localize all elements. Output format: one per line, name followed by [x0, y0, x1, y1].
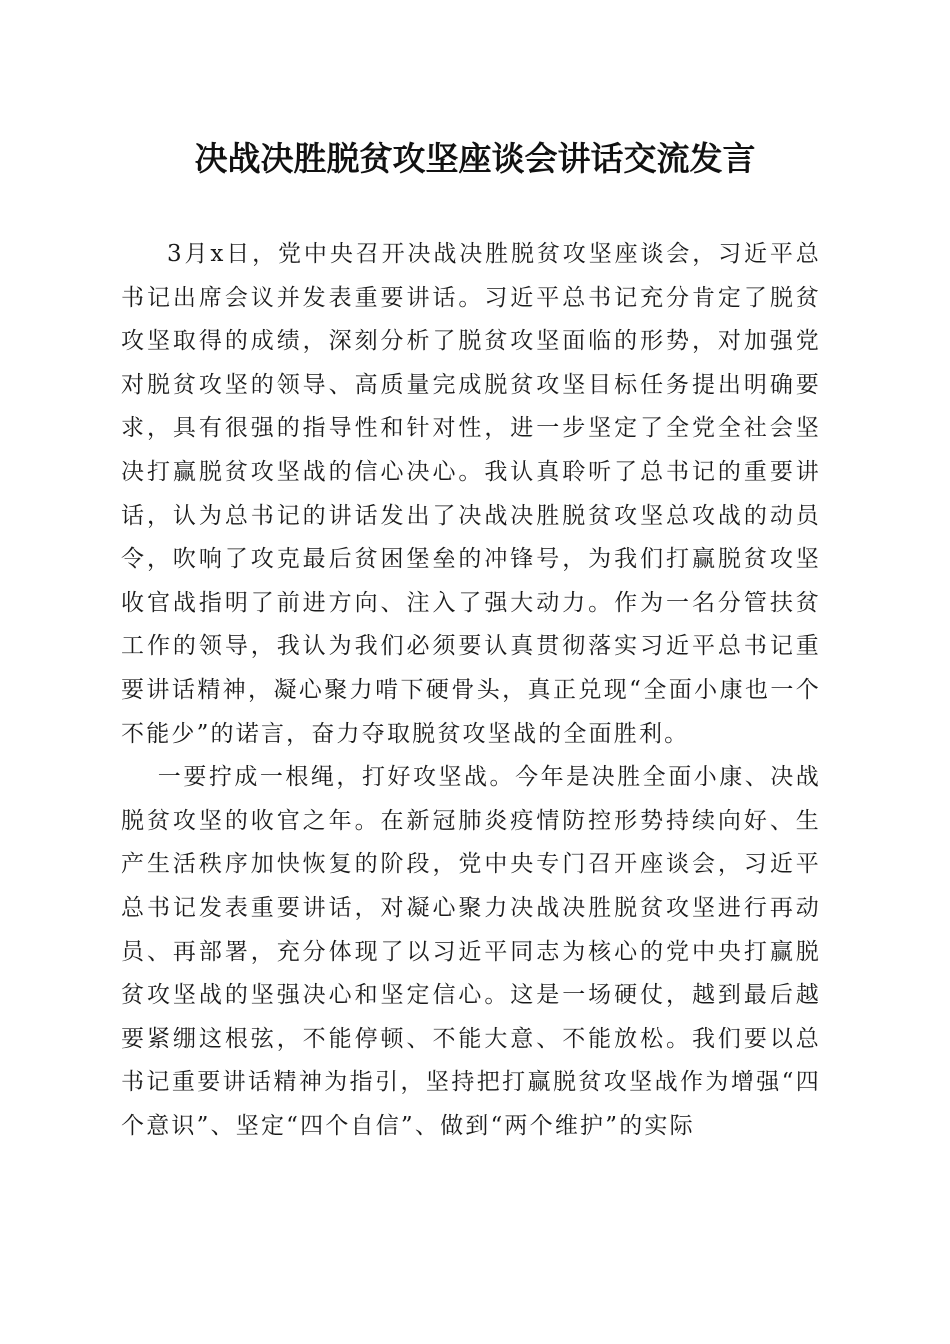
paragraph-point-one: 一要拧成一根绳，打好攻坚战。今年是决胜全面小康、决战脱贫攻坚的收官之年。在新冠肺炎疫情防控形势持续向好、生产生活秩序加快恢复的阶段，党中央专门召开座谈会，习近平总书记发表重要讲话，对凝心聚力决战决胜脱贫攻坚进行再动员、再部署，充分体现了以习近平同志为核心的党中央打赢脱贫攻坚战的坚强决心和坚定信心。这是一场硬仗，越到最后越要紧绷这根弦，不能停顿、不能大意、不能放松。我们要以总书记重要讲话精神为指引，坚持把打赢脱贫攻坚战作为增强“四个意识”、坚定“四个自信”、做到“两个维护”的实际 — [121, 764, 821, 1139]
paragraph-intro: 3月x日，党中央召开决战决胜脱贫攻坚座谈会，习近平总书记出席会议并发表重要讲话。习近平总书记充分肯定了脱贫攻坚取得的成绩，深刻分析了脱贫攻坚面临的形势，对加强党对脱贫攻坚的领导、高质量完成脱贫攻坚目标任务提出明确要求，具有很强的指导性和针对性，进一步坚定了全党全社会坚决打赢脱贫攻坚战的信心决心。我认真聆听了总书记的重要讲话，认为总书记的讲话发出了决战决胜脱贫攻坚总攻战的动员令，吹响了攻克最后贫困堡垒的冲锋号，为我们打赢脱贫攻坚收官战指明了前进方向、注入了强大动力。作为一名分管扶贫工作的领导，我认为我们必须要认真贯彻落实习近平总书记重要讲话精神，凝心聚力啃下硬骨头，真正兑现“全面小康也一个不能少”的诺言，奋力夺取脱贫攻坚战的全面胜利。 — [121, 241, 821, 747]
document-body — [121, 233, 821, 1148]
document-title: 决战决胜脱贫攻坚座谈会讲话交流发言 — [194, 139, 756, 178]
